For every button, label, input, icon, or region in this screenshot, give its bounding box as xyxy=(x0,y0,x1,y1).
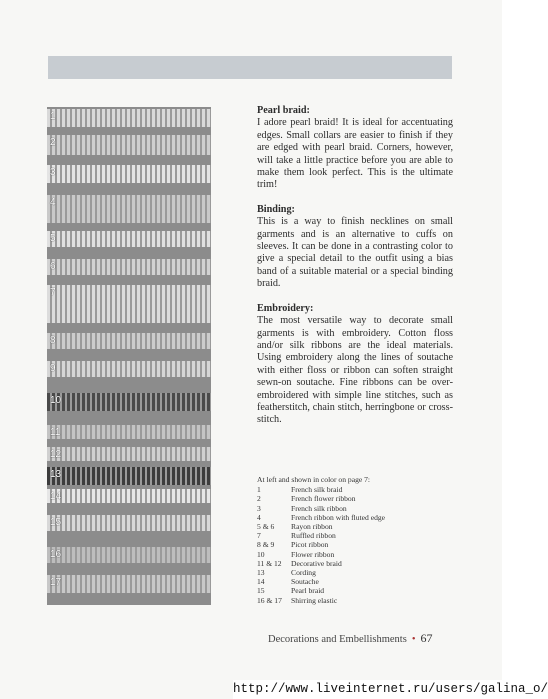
ribbon-sample xyxy=(47,259,211,275)
ribbon-sample xyxy=(47,425,211,439)
legend-item xyxy=(257,577,453,586)
ribbon-number: 4 xyxy=(50,197,56,208)
legend-item-text: Pearl braid xyxy=(291,586,325,596)
ribbon-number: 7 xyxy=(50,287,56,298)
legend-item xyxy=(257,568,453,577)
legend-item-number: 2 xyxy=(257,494,261,504)
text-column xyxy=(257,105,453,439)
section-body: The most versatile way to decorate small garments is with embroidery. Cotton floss and/or silk ribbons are the ideal materials. Using embroidery along the lines of soutache with either floss or ribbon can soften straight sewn-on soutache. Fine ribbons can be over-embroidered with simple line stitches, such as featherstitch, chain stitch, herringbone or cross-stitch. xyxy=(257,315,453,426)
ribbon-number: 12 xyxy=(50,449,62,460)
legend-item-text: French flower ribbon xyxy=(291,494,356,504)
chapter-title: Decorations and Embellishments xyxy=(268,634,407,645)
ribbon-number: 5 xyxy=(50,233,56,244)
legend-item xyxy=(257,531,453,540)
legend-item-text: Rayon ribbon xyxy=(291,522,333,532)
legend-item xyxy=(257,596,453,605)
legend-item xyxy=(257,559,453,568)
ribbon-sample xyxy=(47,135,211,155)
section-body: I adore pearl braid! It is ideal for accentuating edges. Small collars are easier to finish if they are edged with pearl braid. Corners, however, will take a little practice before you are able to make them look perfect. This is the ultimate trim! xyxy=(257,117,453,191)
legend-item-text: Soutache xyxy=(291,577,319,587)
ribbon-sample xyxy=(47,361,211,377)
legend-item-text: French silk braid xyxy=(291,485,343,495)
section-body: This is a way to finish necklines on small garments and is an alternative to cuffs on sleeves. It can be done in a contrasting color to give a special detail to the outfit using a bias band of a suitable material or a special binding braid. xyxy=(257,216,453,290)
ribbon-sample xyxy=(47,547,211,563)
legend-item xyxy=(257,504,453,513)
ribbon-sample xyxy=(47,285,211,323)
page-footer xyxy=(268,631,438,646)
ribbon-number: 10 xyxy=(50,395,62,406)
ribbon-sample xyxy=(47,333,211,349)
legend-item-text: Picot ribbon xyxy=(291,540,329,550)
ribbon-sample xyxy=(47,393,211,411)
ribbon-sample xyxy=(47,575,211,593)
legend-item-number: 7 xyxy=(257,531,261,541)
legend-item xyxy=(257,586,453,595)
legend-item-text: Cording xyxy=(291,568,316,578)
photo-legend xyxy=(257,475,453,605)
legend-item-number: 16 & 17 xyxy=(257,595,282,605)
ribbon-number: 15 xyxy=(50,517,62,528)
legend-item-text: French silk ribbon xyxy=(291,503,347,513)
ribbon-sample xyxy=(47,109,211,127)
source-url-watermark[interactable]: http://www.liveinternet.ru/users/galina_o/ xyxy=(233,680,502,699)
ribbon-number: 8 xyxy=(50,335,56,346)
header-band xyxy=(48,56,452,79)
legend-item xyxy=(257,550,453,559)
legend-item-number: 15 xyxy=(257,586,265,596)
section-title: Pearl braid: xyxy=(257,105,310,116)
legend-item-number: 13 xyxy=(257,568,265,578)
legend-item-number: 11 & 12 xyxy=(257,558,282,568)
ribbon-number: 14 xyxy=(50,491,62,502)
section-title: Binding: xyxy=(257,203,295,215)
ribbon-sample xyxy=(47,231,211,247)
legend-item-number: 14 xyxy=(257,577,265,587)
ribbon-number: 13 xyxy=(50,469,62,480)
ribbon-number: 17 xyxy=(50,577,62,588)
ribbon-sample xyxy=(47,195,211,223)
ribbon-sample xyxy=(47,165,211,183)
legend-item-text: Ruffled ribbon xyxy=(291,531,336,541)
ribbon-sample xyxy=(47,515,211,531)
ribbon-samples-photo xyxy=(47,107,211,605)
ribbon-number: 1 xyxy=(50,111,56,122)
legend-item xyxy=(257,540,453,549)
legend-item-text: French ribbon with fluted edge xyxy=(291,512,386,522)
ribbon-sample xyxy=(47,489,211,503)
legend-item-number: 5 & 6 xyxy=(257,522,275,532)
legend-item xyxy=(257,513,453,522)
legend-intro: At left and shown in color on page 7: xyxy=(257,475,371,484)
legend-item xyxy=(257,494,453,503)
ribbon-number: 9 xyxy=(50,363,56,374)
legend-item-number: 8 & 9 xyxy=(257,540,275,550)
legend-item-number: 1 xyxy=(257,485,261,495)
legend-item-number: 4 xyxy=(257,512,261,522)
section-title: Embroidery: xyxy=(257,302,314,314)
ribbon-number: 2 xyxy=(50,137,56,148)
ribbon-number: 16 xyxy=(50,549,62,560)
legend-item-number: 3 xyxy=(257,503,261,513)
legend-list xyxy=(257,485,453,605)
page-number: 67 xyxy=(420,631,433,645)
ribbon-number: 6 xyxy=(50,261,56,272)
ribbon-number: 11 xyxy=(50,427,61,438)
legend-item-number: 10 xyxy=(257,549,265,559)
ribbon-sample xyxy=(47,467,211,485)
legend-item-text: Decorative braid xyxy=(291,558,342,568)
legend-item-text: Shirring elastic xyxy=(291,595,338,605)
legend-item xyxy=(257,522,453,531)
footer-bullet: • xyxy=(411,634,416,645)
legend-item-text: Flower ribbon xyxy=(291,549,335,559)
ribbon-number: 3 xyxy=(50,167,56,178)
ribbon-sample xyxy=(47,447,211,461)
legend-item xyxy=(257,485,453,494)
